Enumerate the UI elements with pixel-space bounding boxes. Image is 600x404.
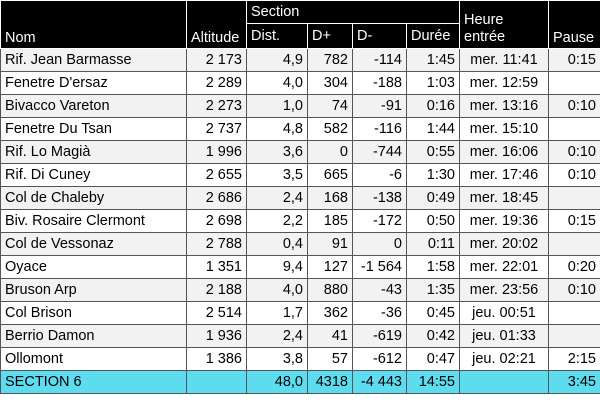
cell-dplus: 74 <box>308 95 353 118</box>
cell-pause: 0:10 <box>549 164 600 187</box>
table-row <box>1 95 600 118</box>
cell-altitude: 2 698 <box>187 210 247 233</box>
cell-nom: Biv. Rosaire Clermont <box>1 210 187 233</box>
cell-dminus: -744 <box>353 141 407 164</box>
cell-duree: 1:03 <box>407 72 460 95</box>
cell-dist: 4,9 <box>247 49 308 72</box>
total-duree: 14:55 <box>407 371 460 394</box>
cell-heure-entree: mer. 12:59 <box>460 72 549 95</box>
cell-pause <box>549 325 600 348</box>
cell-dminus: 0 <box>353 233 407 256</box>
cell-duree: 1:30 <box>407 164 460 187</box>
cell-duree: 1:35 <box>407 279 460 302</box>
cell-dminus: -172 <box>353 210 407 233</box>
cell-dist: 4,0 <box>247 279 308 302</box>
total-dminus: -4 443 <box>353 371 407 394</box>
cell-dist: 4,0 <box>247 72 308 95</box>
cell-dminus: -612 <box>353 348 407 371</box>
total-row-group <box>1 371 600 394</box>
cell-dminus: -91 <box>353 95 407 118</box>
cell-heure-entree: mer. 19:36 <box>460 210 549 233</box>
cell-pause <box>549 233 600 256</box>
cell-dplus: 582 <box>308 118 353 141</box>
cell-pause: 2:15 <box>549 348 600 371</box>
cell-dminus: -138 <box>353 187 407 210</box>
cell-duree: 0:45 <box>407 302 460 325</box>
col-header-heure-entree: Heure entrée <box>460 1 549 49</box>
cell-heure-entree: mer. 13:16 <box>460 95 549 118</box>
cell-dplus: 304 <box>308 72 353 95</box>
total-nom: SECTION 6 <box>1 371 187 394</box>
cell-dist: 0,4 <box>247 233 308 256</box>
table-body <box>1 49 600 371</box>
cell-pause: 0:20 <box>549 256 600 279</box>
total-row <box>1 371 600 394</box>
cell-altitude: 2 737 <box>187 118 247 141</box>
table-row <box>1 164 600 187</box>
cell-heure-entree: mer. 17:46 <box>460 164 549 187</box>
cell-altitude: 2 188 <box>187 279 247 302</box>
cell-dminus: -43 <box>353 279 407 302</box>
cell-dplus: 880 <box>308 279 353 302</box>
table-header <box>1 1 600 49</box>
cell-altitude: 2 289 <box>187 72 247 95</box>
cell-duree: 0:49 <box>407 187 460 210</box>
cell-pause: 0:15 <box>549 49 600 72</box>
col-header-pause: Pause <box>549 1 600 49</box>
cell-dplus: 57 <box>308 348 353 371</box>
table-row <box>1 348 600 371</box>
cell-pause: 0:15 <box>549 210 600 233</box>
cell-duree: 0:50 <box>407 210 460 233</box>
cell-duree: 0:55 <box>407 141 460 164</box>
cell-duree: 0:16 <box>407 95 460 118</box>
cell-duree: 1:45 <box>407 49 460 72</box>
cell-altitude: 1 936 <box>187 325 247 348</box>
cell-altitude: 1 386 <box>187 348 247 371</box>
cell-dist: 9,4 <box>247 256 308 279</box>
table-row <box>1 49 600 72</box>
cell-nom: Berrio Damon <box>1 325 187 348</box>
cell-dist: 2,2 <box>247 210 308 233</box>
cell-dminus: -116 <box>353 118 407 141</box>
table-row <box>1 302 600 325</box>
cell-heure-entree: mer. 15:10 <box>460 118 549 141</box>
cell-dplus: 362 <box>308 302 353 325</box>
cell-altitude: 2 655 <box>187 164 247 187</box>
cell-altitude: 2 173 <box>187 49 247 72</box>
col-header-nom: Nom <box>1 1 187 49</box>
cell-nom: Bruson Arp <box>1 279 187 302</box>
cell-heure-entree: mer. 23:56 <box>460 279 549 302</box>
cell-pause <box>549 72 600 95</box>
cell-nom: Bivacco Vareton <box>1 95 187 118</box>
cell-pause: 0:10 <box>549 95 600 118</box>
cell-dplus: 91 <box>308 233 353 256</box>
cell-dplus: 168 <box>308 187 353 210</box>
cell-dminus: -619 <box>353 325 407 348</box>
total-dplus: 4318 <box>308 371 353 394</box>
cell-dminus: -36 <box>353 302 407 325</box>
total-altitude <box>187 371 247 394</box>
cell-dminus: -188 <box>353 72 407 95</box>
cell-dplus: 127 <box>308 256 353 279</box>
col-header-dist: Dist. <box>247 24 308 49</box>
cell-heure-entree: mer. 18:45 <box>460 187 549 210</box>
cell-nom: Fenetre D'ersaz <box>1 72 187 95</box>
table-row <box>1 233 600 256</box>
cell-nom: Rif. Jean Barmasse <box>1 49 187 72</box>
table-row <box>1 325 600 348</box>
cell-nom: Ollomont <box>1 348 187 371</box>
cell-dist: 2,4 <box>247 187 308 210</box>
cell-heure-entree: jeu. 02:21 <box>460 348 549 371</box>
table-row <box>1 187 600 210</box>
cell-duree: 0:47 <box>407 348 460 371</box>
cell-dist: 2,4 <box>247 325 308 348</box>
col-header-dplus: D+ <box>308 24 353 49</box>
cell-heure-entree: mer. 22:01 <box>460 256 549 279</box>
cell-nom: Oyace <box>1 256 187 279</box>
cell-heure-entree: mer. 20:02 <box>460 233 549 256</box>
cell-dplus: 41 <box>308 325 353 348</box>
col-header-altitude: Altitude <box>187 1 247 49</box>
cell-dist: 3,8 <box>247 348 308 371</box>
cell-nom: Col de Vessonaz <box>1 233 187 256</box>
cell-nom: Rif. Di Cuney <box>1 164 187 187</box>
cell-dist: 1,0 <box>247 95 308 118</box>
cell-nom: Col Brison <box>1 302 187 325</box>
cell-pause <box>549 187 600 210</box>
cell-dminus: -1 564 <box>353 256 407 279</box>
cell-dplus: 0 <box>308 141 353 164</box>
cell-altitude: 2 686 <box>187 187 247 210</box>
total-pause: 3:45 <box>549 371 600 394</box>
cell-pause <box>549 118 600 141</box>
cell-altitude: 2 273 <box>187 95 247 118</box>
cell-heure-entree: jeu. 00:51 <box>460 302 549 325</box>
col-header-duree: Durée <box>407 24 460 49</box>
cell-pause: 0:10 <box>549 279 600 302</box>
cell-dminus: -6 <box>353 164 407 187</box>
cell-pause <box>549 302 600 325</box>
cell-dist: 1,7 <box>247 302 308 325</box>
table-row <box>1 118 600 141</box>
table-row <box>1 210 600 233</box>
table-row <box>1 72 600 95</box>
table-row <box>1 141 600 164</box>
table-row <box>1 256 600 279</box>
cell-altitude: 1 351 <box>187 256 247 279</box>
cell-heure-entree: mer. 16:06 <box>460 141 549 164</box>
total-heure <box>460 371 549 394</box>
cell-dplus: 782 <box>308 49 353 72</box>
cell-nom: Col de Chaleby <box>1 187 187 210</box>
cell-altitude: 2 514 <box>187 302 247 325</box>
cell-dminus: -114 <box>353 49 407 72</box>
cell-dplus: 185 <box>308 210 353 233</box>
table-row <box>1 279 600 302</box>
cell-heure-entree: mer. 11:41 <box>460 49 549 72</box>
cell-duree: 0:11 <box>407 233 460 256</box>
cell-dplus: 665 <box>308 164 353 187</box>
cell-nom: Fenetre Du Tsan <box>1 118 187 141</box>
col-header-dminus: D- <box>353 24 407 49</box>
cell-altitude: 1 996 <box>187 141 247 164</box>
total-dist: 48,0 <box>247 371 308 394</box>
cell-dist: 3,5 <box>247 164 308 187</box>
cell-duree: 0:42 <box>407 325 460 348</box>
cell-duree: 1:44 <box>407 118 460 141</box>
cell-pause: 0:10 <box>549 141 600 164</box>
cell-dist: 3,6 <box>247 141 308 164</box>
cell-dist: 4,8 <box>247 118 308 141</box>
cell-nom: Rif. Lo Magià <box>1 141 187 164</box>
col-header-section: Section <box>247 1 460 24</box>
cell-altitude: 2 788 <box>187 233 247 256</box>
cell-heure-entree: jeu. 01:33 <box>460 325 549 348</box>
cell-duree: 1:58 <box>407 256 460 279</box>
